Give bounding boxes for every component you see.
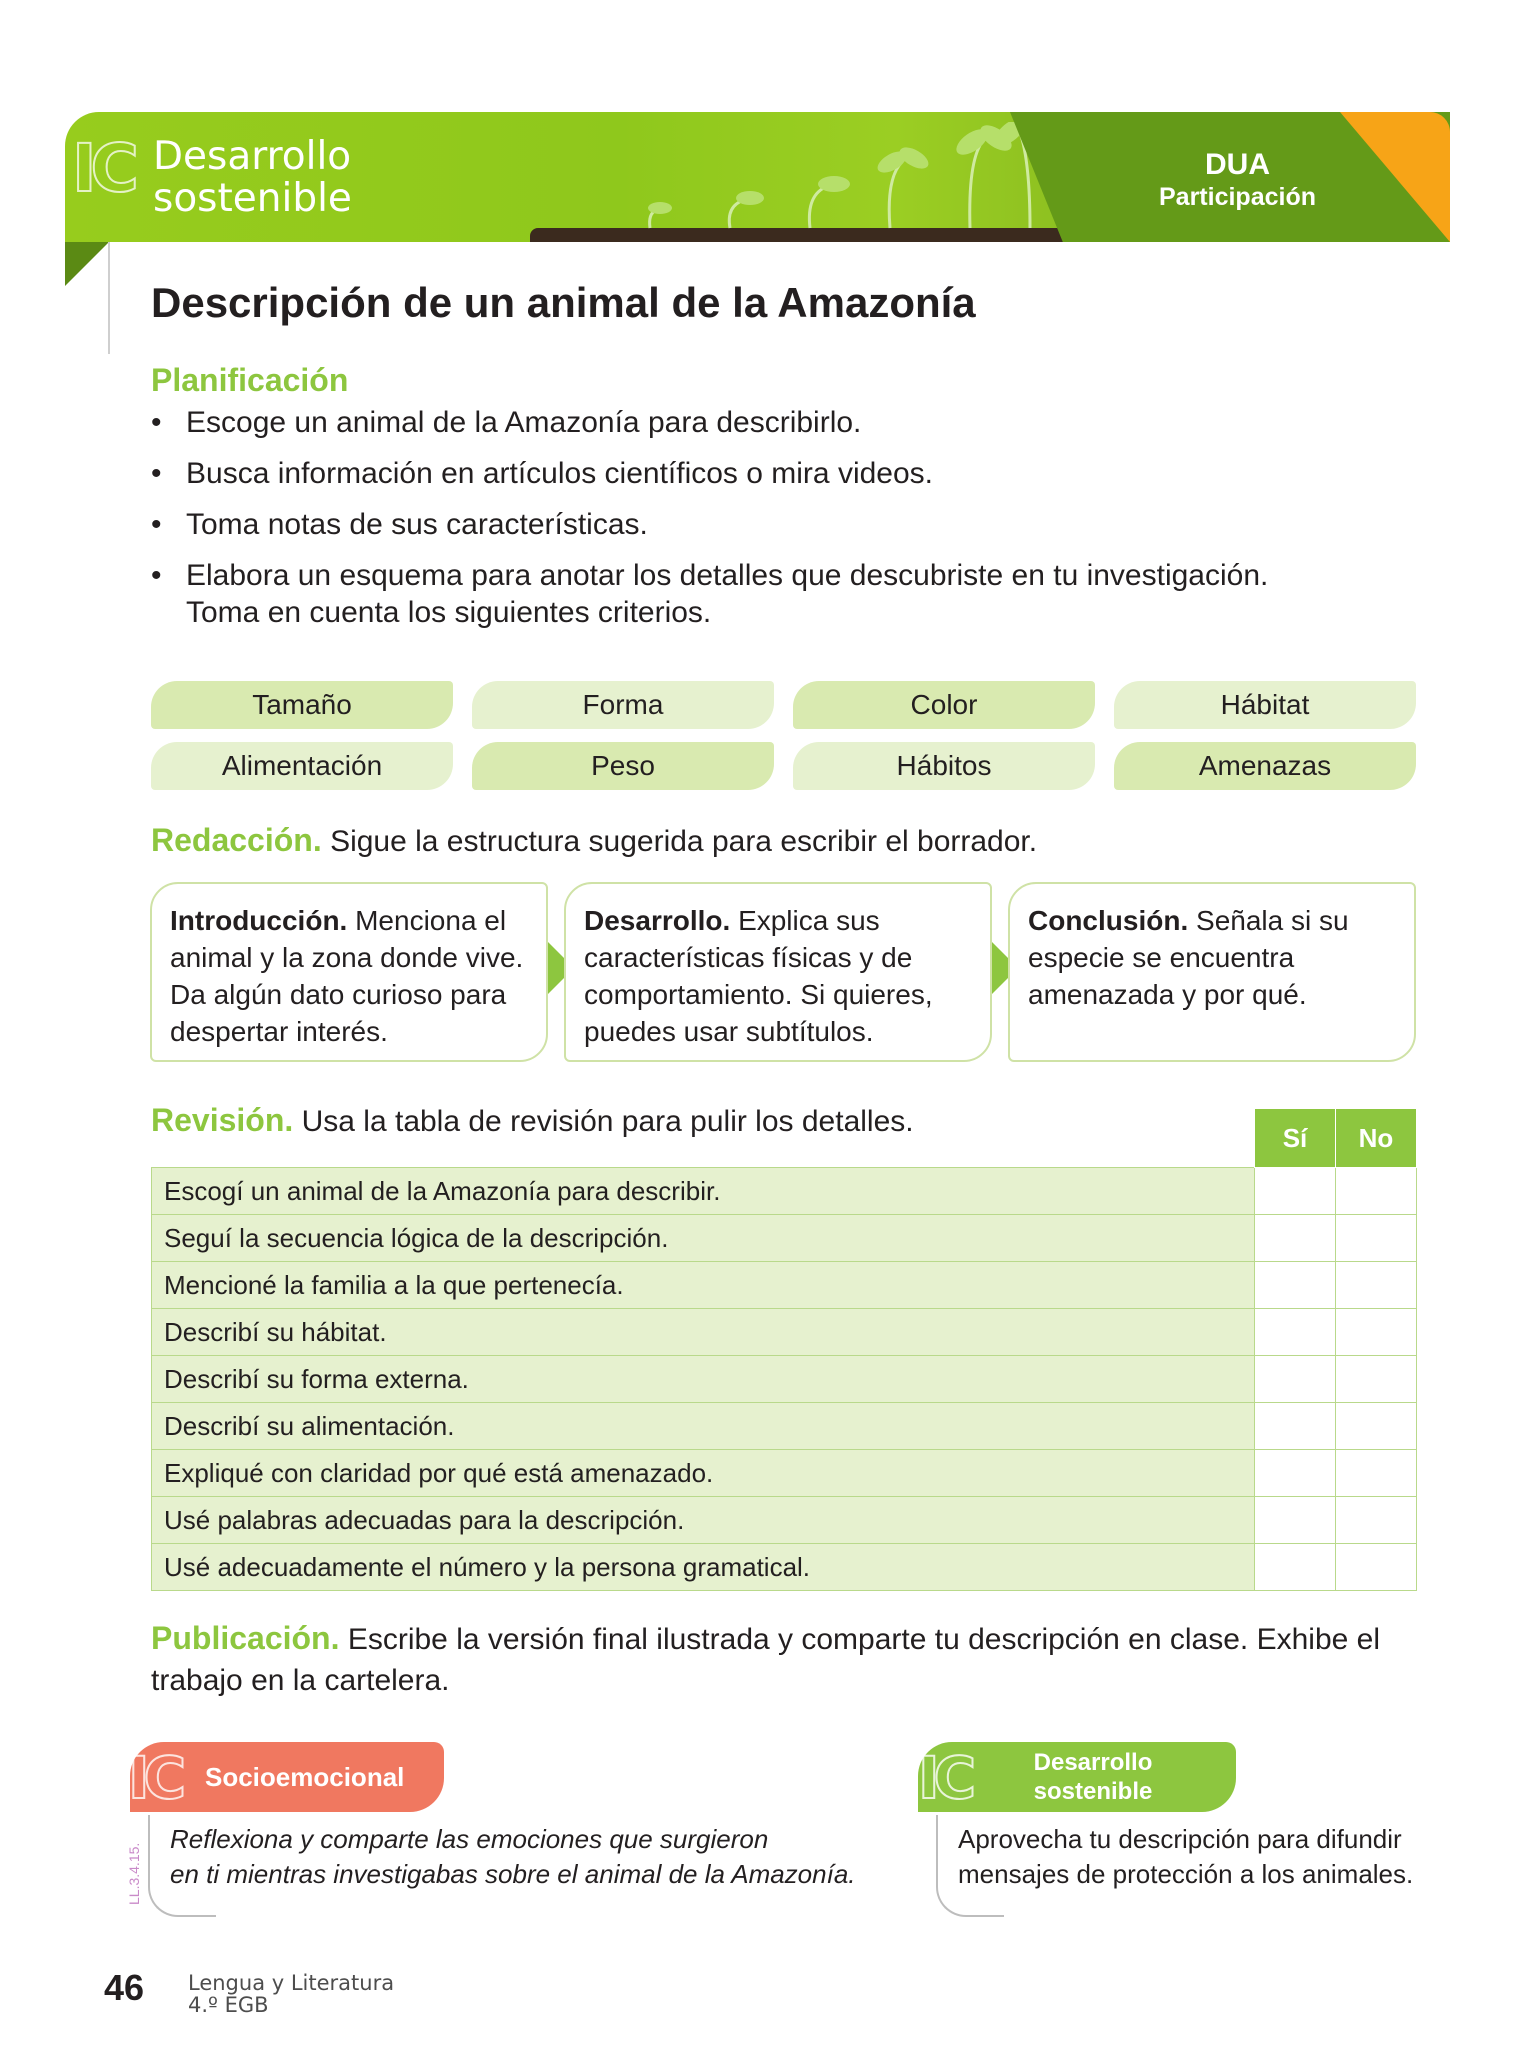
publicacion-heading: Publicación.: [151, 1620, 340, 1656]
banner-title-line1: Desarrollo: [153, 134, 352, 179]
banner-title-line2: sostenible: [153, 176, 352, 221]
check-si[interactable]: [1255, 1356, 1336, 1403]
table-header-row: [152, 1109, 1417, 1168]
sostenible-label-line2: sostenible: [1033, 1778, 1153, 1805]
step-desarrollo: [564, 882, 992, 1062]
criteria-tag: Color: [793, 681, 1095, 729]
criteria-tag: Amenazas: [1114, 742, 1416, 790]
check-si[interactable]: [1255, 1215, 1336, 1262]
table-row: [152, 1544, 1417, 1591]
check-no[interactable]: [1336, 1497, 1417, 1544]
step-text: Explica sus características físicas y de comportamiento. Si quieres, puedes usar subtítulos.: [584, 905, 933, 1047]
redaccion-text: Sigue la estructura sugerida para escribir el borrador.: [330, 825, 1038, 858]
check-no[interactable]: [1336, 1262, 1417, 1309]
revision-table: [151, 1108, 1417, 1591]
table-row: [152, 1450, 1417, 1497]
sostenible-text-line1: Aprovecha tu descripción para difundir: [958, 1824, 1402, 1854]
step-introduccion: [150, 882, 548, 1062]
planificacion-heading: Planificación: [151, 362, 349, 398]
criteria-tag: Hábitos: [793, 742, 1095, 790]
revision-text: Usa la tabla de revisión para pulir los detalles.: [301, 1105, 914, 1138]
banner-fold: [65, 242, 109, 286]
table-row: [152, 1356, 1417, 1403]
list-item: • Elabora un esquema para anotar los detalles que descubriste en tu investigación. Toma en cuenta los siguientes criterios.: [151, 557, 1316, 631]
sostenible-label-line1: Desarrollo: [1033, 1749, 1153, 1776]
list-item: • Escoge un animal de la Amazonía para describirlo.: [151, 404, 1401, 441]
check-si[interactable]: [1255, 1450, 1336, 1497]
planificacion-list: [151, 404, 1401, 645]
check-no[interactable]: [1336, 1356, 1417, 1403]
banner-title: [153, 136, 352, 220]
step-title: Desarrollo.: [584, 905, 731, 936]
check-si[interactable]: [1255, 1497, 1336, 1544]
check-si[interactable]: [1255, 1262, 1336, 1309]
dua-badge-title: DUA: [1205, 148, 1270, 181]
criterion-cell: Mencioné la familia a la que pertenecía.: [152, 1262, 1255, 1309]
criteria-tag: Tamaño: [151, 681, 453, 729]
table-row: [152, 1262, 1417, 1309]
criterion-cell: Escogí un animal de la Amazonía para describir.: [152, 1168, 1255, 1215]
table-header-spacer: [152, 1109, 1255, 1168]
sostenible-text: [958, 1822, 1438, 1892]
table-row: [152, 1309, 1417, 1356]
publicacion-text: Escribe la versión final ilustrada y comparte tu descripción en clase. Exhibe el trabajo en la cartelera.: [151, 1623, 1381, 1697]
column-header-no: No: [1336, 1109, 1417, 1168]
redaccion-line: [151, 820, 1037, 862]
criterion-cell: Seguí la secuencia lógica de la descripción.: [152, 1215, 1255, 1262]
step-text: Señala si su especie se encuentra amenazada y por qué.: [1028, 905, 1349, 1010]
check-no[interactable]: [1336, 1168, 1417, 1215]
skill-code: LL.3.4.15.: [126, 1842, 142, 1905]
check-no[interactable]: [1336, 1544, 1417, 1591]
banner-vertical-rule: [108, 242, 110, 354]
check-si[interactable]: [1255, 1309, 1336, 1356]
ic-logo-icon: IC: [918, 1744, 971, 1812]
page-title: Descripción de un animal de la Amazonía: [151, 279, 976, 326]
dua-badge-subtitle: Participación: [1159, 183, 1316, 211]
seedling-soil-decoration: [530, 228, 1090, 242]
list-item: • Busca información en artículos científicos o mira videos.: [151, 455, 1401, 492]
check-no[interactable]: [1336, 1215, 1417, 1262]
footer-grade: 4.º EGB: [188, 1993, 269, 2017]
criterion-cell: Usé adecuadamente el número y la persona gramatical.: [152, 1544, 1255, 1591]
sostenible-label: [990, 1748, 1196, 1806]
redaccion-heading: Redacción.: [151, 822, 322, 858]
check-si[interactable]: [1255, 1168, 1336, 1215]
step-title: Conclusión.: [1028, 905, 1189, 936]
check-si[interactable]: [1255, 1544, 1336, 1591]
step-conclusion: [1008, 882, 1416, 1062]
criterion-cell: Expliqué con claridad por qué está amenazado.: [152, 1450, 1255, 1497]
criteria-tag: Alimentación: [151, 742, 453, 790]
seedling-illustration: [530, 122, 1090, 242]
table-row: [152, 1497, 1417, 1544]
revision-heading: Revisión.: [151, 1102, 294, 1138]
column-header-si: Sí: [1255, 1109, 1336, 1168]
check-no[interactable]: [1336, 1309, 1417, 1356]
socioemocional-text-line2: en ti mientras investigabas sobre el animal de la Amazonía.: [170, 1859, 856, 1889]
step-text: Menciona el animal y la zona donde vive. Da algún dato curioso para despertar interés.: [170, 905, 524, 1047]
table-row: [152, 1403, 1417, 1450]
check-si[interactable]: [1255, 1403, 1336, 1450]
check-no[interactable]: [1336, 1450, 1417, 1497]
publicacion-line: [151, 1618, 1401, 1701]
sostenible-text-line2: mensajes de protección a los animales.: [958, 1859, 1414, 1889]
step-title: Introducción.: [170, 905, 348, 936]
criterion-cell: Usé palabras adecuadas para la descripción.: [152, 1497, 1255, 1544]
table-row: [152, 1215, 1417, 1262]
table-row: [152, 1168, 1417, 1215]
check-no[interactable]: [1336, 1403, 1417, 1450]
criterion-cell: Describí su hábitat.: [152, 1309, 1255, 1356]
page-number: 46: [104, 1967, 145, 2008]
criterion-cell: Describí su forma externa.: [152, 1356, 1255, 1403]
criterion-cell: Describí su alimentación.: [152, 1403, 1255, 1450]
criteria-tag: Hábitat: [1114, 681, 1416, 729]
socioemocional-text: [170, 1822, 870, 1892]
footer-subject: Lengua y Literatura: [188, 1971, 395, 1995]
ic-logo-icon: IC: [128, 1744, 181, 1812]
list-item: • Toma notas de sus características.: [151, 506, 1401, 543]
socioemocional-text-line1: Reflexiona y comparte las emociones que surgieron: [170, 1824, 769, 1854]
ic-logo-icon: IC: [72, 130, 133, 207]
criteria-tag: Peso: [472, 742, 774, 790]
criteria-tag: Forma: [472, 681, 774, 729]
socioemocional-label: Socioemocional: [205, 1762, 405, 1792]
